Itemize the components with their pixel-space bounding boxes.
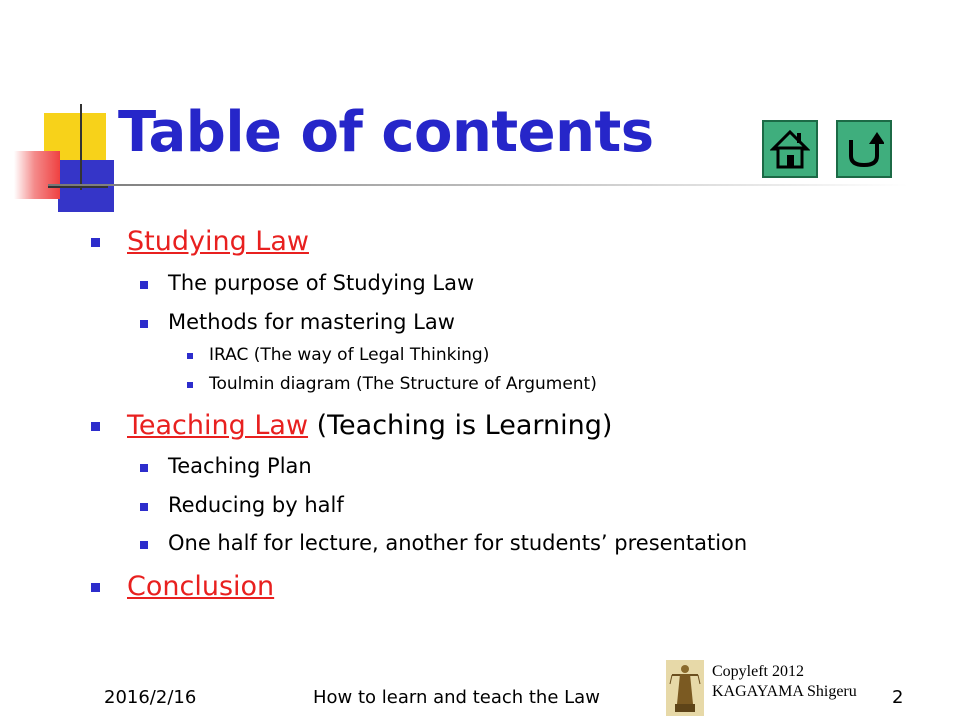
footer-date: 2016/2/16	[104, 687, 197, 708]
list-item	[168, 454, 312, 478]
list-item-conclusion	[127, 571, 274, 602]
link-conclusion[interactable]: Conclusion	[127, 571, 275, 602]
copyleft-author: KAGAYAMA Shigeru	[712, 683, 857, 700]
list-item	[209, 374, 597, 394]
bullet	[140, 320, 148, 328]
bullet	[140, 464, 148, 472]
list-item-studying-law	[127, 226, 309, 257]
list-item-text: Methods for mastering Law	[168, 310, 455, 334]
bullet	[140, 281, 148, 289]
bullet	[140, 503, 148, 511]
bullet	[187, 353, 193, 359]
list-item-text: Reducing by half	[168, 493, 344, 517]
justitia-statue-logo	[666, 660, 704, 716]
footer-title: How to learn and teach the Law	[313, 687, 600, 708]
decor-horizontal-line	[48, 186, 108, 188]
home-button[interactable]	[762, 120, 818, 178]
bullet	[91, 238, 100, 247]
list-item-text: One half for lecture, another for students’ presentation	[168, 531, 748, 555]
list-item-text: Toulmin diagram (The Structure of Argument)	[209, 374, 597, 394]
return-arrow-icon	[844, 128, 884, 170]
list-item	[168, 271, 474, 295]
copyleft-line: Copyleft 2012	[712, 663, 804, 680]
decor-vertical-line	[80, 104, 82, 190]
link-studying-law[interactable]: Studying Law	[127, 226, 309, 257]
bullet	[187, 382, 193, 388]
bullet	[140, 541, 148, 549]
home-icon	[770, 128, 810, 170]
bullet	[91, 422, 100, 431]
decor-red-block	[14, 151, 60, 199]
list-item-text: IRAC (The way of Legal Thinking)	[209, 345, 490, 365]
list-item-text: The purpose of Studying Law	[168, 271, 475, 295]
page-title: Table of contents	[118, 100, 654, 165]
back-button[interactable]	[836, 120, 892, 178]
list-item	[168, 310, 455, 334]
copyleft-notice	[712, 662, 857, 702]
list-item-text: Teaching Plan	[168, 454, 312, 478]
list-item	[209, 345, 489, 365]
title-underline	[48, 184, 908, 186]
page-number: 2	[892, 687, 904, 708]
list-item	[168, 531, 747, 555]
list-item	[168, 493, 344, 517]
list-item-teaching-law	[127, 410, 612, 441]
list-item-suffix: (Teaching is Learning)	[308, 410, 613, 441]
bullet	[91, 583, 100, 592]
link-teaching-law[interactable]: Teaching Law	[127, 410, 309, 441]
